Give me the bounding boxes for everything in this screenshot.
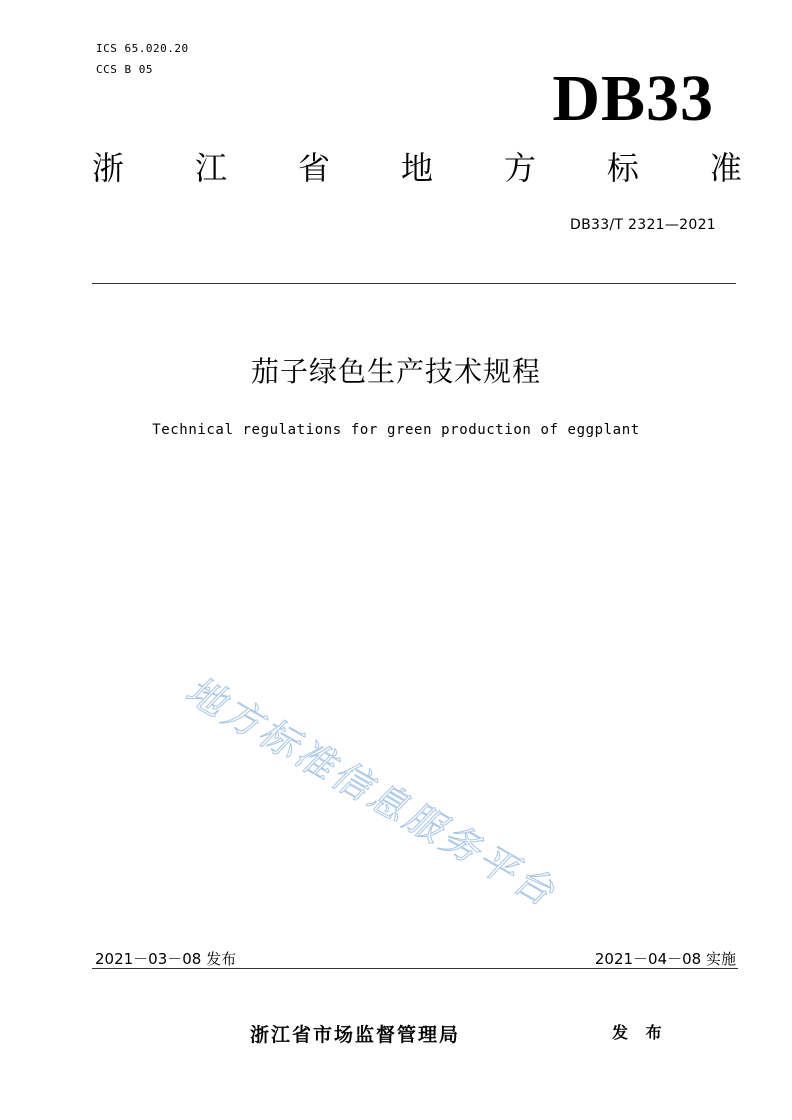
implement-date: 2021－04－08 实施	[594, 950, 736, 968]
top-divider	[92, 283, 736, 284]
issue-label: 发 布	[612, 1023, 668, 1042]
bottom-divider	[92, 968, 738, 969]
document-title-english: Technical regulations for green production of eggplant	[152, 422, 640, 438]
standard-type-char: 浙	[92, 149, 125, 187]
ics-code: ICS 65.020.20	[96, 42, 189, 55]
standard-type-char: 标	[606, 149, 639, 187]
standard-type-char: 地	[400, 149, 433, 187]
standard-number: DB33/T 2321—2021	[570, 217, 716, 233]
document-title-chinese: 茄子绿色生产技术规程	[250, 355, 541, 388]
ccs-code: CCS B 05	[96, 63, 153, 76]
standard-type-char: 省	[297, 149, 330, 187]
issuing-authority: 浙江省市场监督管理局	[250, 1024, 461, 1046]
standard-type-char: 江	[194, 149, 227, 187]
standard-type-char: 方	[503, 149, 536, 187]
db-standard-mark: DB33	[552, 62, 714, 135]
publish-date: 2021－03－08 发布	[95, 950, 237, 968]
standard-type-heading	[92, 149, 742, 187]
watermark-text: 地方标准信息服务平台	[178, 667, 565, 916]
standard-type-char: 准	[709, 149, 742, 187]
